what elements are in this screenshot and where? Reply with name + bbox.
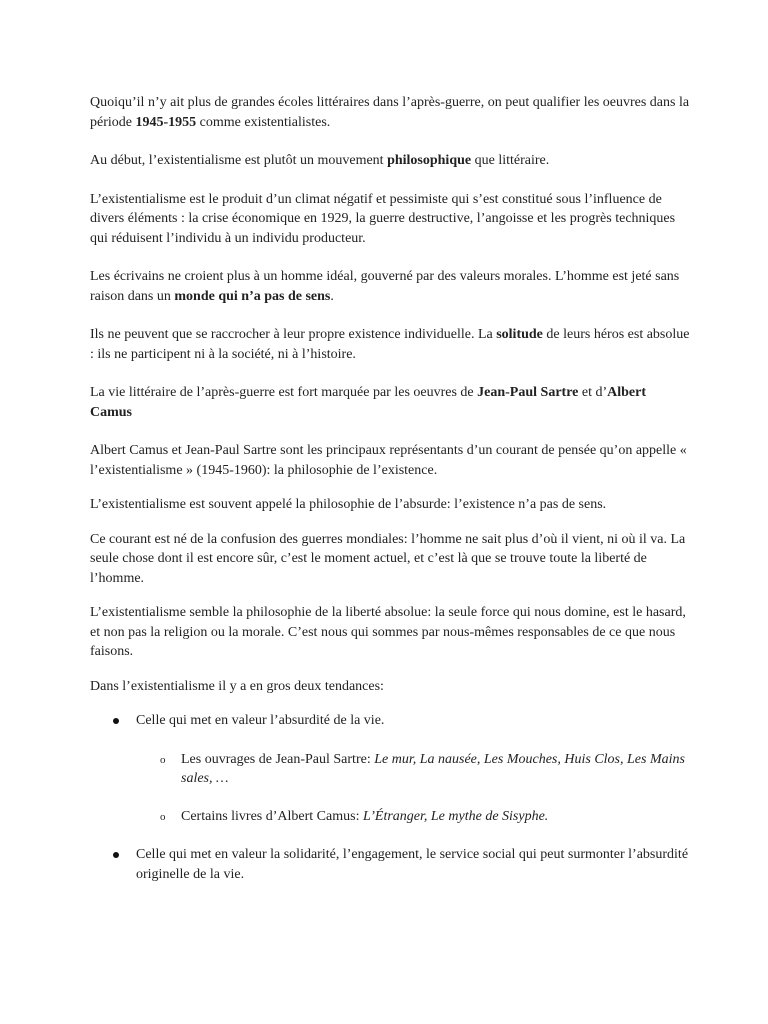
sub-list-item xyxy=(136,807,690,827)
sub-list-item xyxy=(136,750,690,789)
list-item-text xyxy=(136,713,384,728)
text-run: Les écrivains ne croient plus à un homme idéal, gouverné par des valeurs morales. L’homme est jeté sans raison dans un xyxy=(90,269,680,304)
paragraph-p6 xyxy=(90,383,690,422)
text-run: Celle qui met en valeur l’absurdité de la vie. xyxy=(136,713,385,728)
document-body xyxy=(90,93,690,903)
bold-text: philosophique xyxy=(387,153,472,168)
paragraph-p10 xyxy=(90,603,690,662)
paragraph-p11 xyxy=(90,677,690,697)
text-run: et d’ xyxy=(578,385,608,400)
text-run: Dans l’existentialisme il y a en gros deux tendances: xyxy=(90,678,384,694)
italic-text: Le mur, La nausée, Les Mouches, Huis Clos, Les Mains sales, … xyxy=(181,751,685,786)
sub-list xyxy=(136,750,690,827)
text-run: Certains livres d’Albert Camus: xyxy=(181,808,363,824)
text-run: comme existentialistes. xyxy=(196,114,331,130)
text-run: L’existentialisme semble la philosophie de la liberté absolue: la seule force qui nous domine, est le hasard, et non pas la religion ou la morale. C’est nous qui sommes par nous-mêmes responsables de ce que nous faisons. xyxy=(90,605,686,659)
bold-text: Albert Camus xyxy=(90,385,647,420)
text-run: L’existentialisme est souvent appelé la philosophie de l’absurde: l’existence n’a pas de sens. xyxy=(90,497,607,512)
circle-bullet-icon: o xyxy=(160,753,166,766)
bullet-icon xyxy=(113,852,119,858)
text-run: de leurs héros est absolue : ils ne participent ni à la société, ni à l’histoire. xyxy=(90,327,690,362)
circle-bullet-icon: o xyxy=(160,810,166,823)
paragraph-p5 xyxy=(90,325,690,364)
paragraph-p8 xyxy=(90,495,690,515)
text-run: La vie littéraire de l’après-guerre est fort marquée par les oeuvres de xyxy=(90,385,478,400)
bullet-icon xyxy=(113,718,119,724)
paragraph-group xyxy=(90,93,690,696)
text-run: Ce courant est né de la confusion des guerres mondiales: l’homme ne sait plus d’où il vient, ni où il va. La seule chose dont il est encore sûr, c’est le moment actuel, et c’est là que se trouve toute la liberté de l’homme. xyxy=(90,531,686,586)
tendencies-list xyxy=(90,711,690,884)
text-run: Les ouvrages de Jean-Paul Sartre: xyxy=(181,751,375,767)
sub-list-item-text xyxy=(181,752,685,787)
paragraph-p7 xyxy=(90,441,690,480)
italic-text: L’Étranger, Le mythe de Sisyphe. xyxy=(362,808,549,824)
bold-text: monde qui n’a pas de sens xyxy=(174,288,331,304)
sub-list-item-text xyxy=(181,809,548,824)
text-run: . xyxy=(330,288,334,304)
paragraph-p1 xyxy=(90,93,690,132)
paragraph-p9 xyxy=(90,530,690,589)
text-run: Celle qui met en valeur la solidarité, l’engagement, le service social qui peut surmonter l’absurdité originelle de la vie. xyxy=(136,847,689,882)
list-item xyxy=(90,711,690,826)
bold-text: Jean-Paul Sartre xyxy=(477,385,579,400)
text-run: Quoiqu’il n’y ait plus de grandes écoles littéraires dans l’après-guerre, on peut qualifier les oeuvres dans la période xyxy=(90,95,690,130)
text-run: L’existentialisme est le produit d’un climat négatif et pessimiste qui s’est constitué sous l’influence de divers éléments : la crise économique en 1929, la guerre destructive, l’angoisse et les progrès techniques qui réduisent l’individu à un individu producteur. xyxy=(90,191,676,246)
paragraph-p2 xyxy=(90,151,690,171)
paragraph-p4 xyxy=(90,267,690,306)
text-run: Albert Camus et Jean-Paul Sartre sont les principaux représentants d’un courant de pensée qu’on appelle « l’existentialisme » (1945-1960): la philosophie de l’existence. xyxy=(90,443,687,478)
list-item xyxy=(90,845,690,884)
text-run: que littéraire. xyxy=(471,153,550,168)
text-run: Ils ne peuvent que se raccrocher à leur propre existence individuelle. La xyxy=(90,327,497,342)
paragraph-p3 xyxy=(90,190,690,249)
bold-text: 1945-1955 xyxy=(135,114,197,130)
bold-text: solitude xyxy=(496,327,543,342)
list-item-text xyxy=(136,847,688,882)
text-run: Au début, l’existentialisme est plutôt un mouvement xyxy=(90,153,388,168)
